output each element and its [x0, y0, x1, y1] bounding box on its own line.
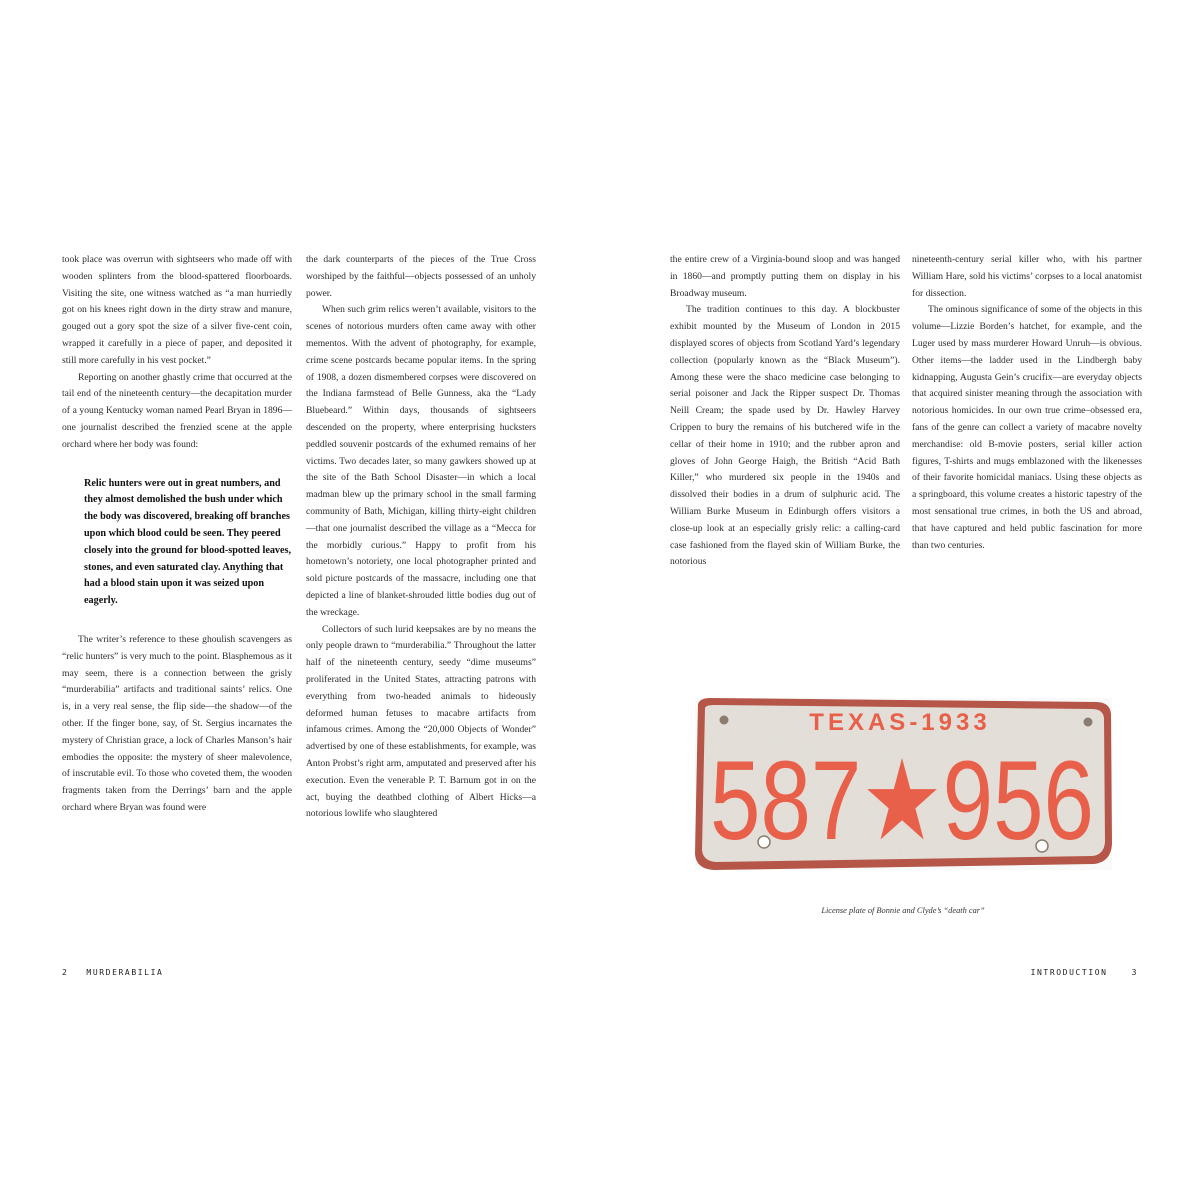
paragraph: the entire crew of a Virginia-bound sloop and was hanged in 1860—and promptly putting them on display in his Broadway museum.	[670, 254, 900, 299]
bolt-hole	[720, 716, 729, 725]
image-caption: License plate of Bonnie and Clyde’s “death car”	[821, 906, 985, 915]
paragraph: The tradition continues to this day. A blockbuster exhibit mounted by the Museum of London in 2015 displayed scores of objects from Scotland Yard’s legendary collection (popularly known as the “Black Museum”). Among these were the shaco medicine case belonging to serial poisoner and Jack the Ripper suspect Dr. Thomas Neill Cream; the spade used by Dr. Hawley Harvey Crippen to bury the remains of his butchered wife in the cellar of their home in 1910; and the rubber apron and gloves of John George Haigh, the British “Acid Bath Killer,” who murdered six people in the 1940s and dissolved their bodies in a drum of sulphuric acid. The William Burke Museum in Edinburgh offers visitors a close-up look at an especially grisly relic: a calling-card case fashioned from the flayed skin of William Burke, the notorious	[670, 304, 900, 568]
running-head: MURDERABILIA	[86, 968, 164, 977]
left-page-column-2	[306, 252, 536, 823]
page-number: 3	[1131, 968, 1138, 977]
paragraph: Reporting on another ghastly crime that occurred at the tail end of the nineteenth century—the decapitation murder of a young Kentucky woman named Pearl Bryan in 1896—one journalist described the frenzied scene at the apple orchard where her body was found:	[62, 371, 292, 450]
right-page-footer	[1031, 968, 1138, 977]
paragraph: The ominous significance of some of the objects in this volume—Lizzie Borden’s hatchet, for example, and the Luger used by mass murderer Howard Unruh—is obvious. Other items—the ladder used in the Lindbergh baby kidnapping, Augusta Gein’s crucifix—are everyday objects that acquired sinister meaning through the association with notorious homicides. In our own true crime–obsessed era, fans of the genre can collect a variety of macabre novelty merchandise: old B-movie posters, serial killer action figures, T-shirts and mugs emblazoned with the likenesses of their favorite homicidal maniacs. Using these objects as a springboard, this volume creates a historic tapestry of the most sensational true crimes, in both the US and abroad, that have captured and held public fascination for more than two centuries.	[912, 304, 1142, 551]
plate-state-year: TEXAS-1933	[809, 709, 991, 736]
bolt-hole	[1084, 718, 1093, 727]
right-page-column-1	[670, 252, 900, 571]
paragraph: When such grim relics weren’t available, visitors to the scenes of notorious murders often came away with other mementos. With the advent of photography, for example, crime scene postcards became popular items. In the spring of 1908, a dozen dismembered corpses were discovered on the Indiana farmstead of Belle Gunness, aka the “Lady Bluebeard.” Within days, thousands of sightseers descended on the property, where enterprising hucksters peddled souvenir postcards of the exhumed remains of her victims. Two decades later, so many gawkers showed up at the site of the Bath School Disaster—in which a local madman blew up the primary school in the small farming community of Bath, Michigan, killing thirty-eight children—that one journalist described the village as a “Mecca for the morbidly curious.” Happy to profit from his hometown’s notoriety, one local photographer printed and sold picture postcards of the massacre, including one that depicted a line of blanket-shrouded little bodies dug out of the wreckage.	[306, 304, 536, 618]
plate-number: 587★956	[710, 738, 1094, 863]
paragraph: the dark counterparts of the pieces of the True Cross worshiped by the faithful—objects possessed of an unholy power.	[306, 254, 536, 299]
paragraph: nineteenth-century serial killer who, with his partner William Hare, sold his victims’ corpses to a local anatomist for dissection.	[912, 254, 1142, 299]
left-page-column-1	[62, 252, 292, 817]
license-plate-image	[690, 694, 1116, 870]
paragraph: The writer’s reference to these ghoulish scavengers as “relic hunters” is very much to the point. Blasphemous as it may seem, there is a connection between the grisly “murderabilia” artifacts and traditional saints’ relics. One is, in a very real sense, the flip side—the shadow—of the other. If the finger bone, say, of St. Sergius incarnates the mystery of Christian grace, a lock of Charles Manson’s hair embodies the opposite: the mystery of sheer malevolence, of inscrutable evil. To those who coveted them, the wooden fragments taken from the Derrings’ barn and the apple orchard where Bryan was found were	[62, 633, 292, 813]
block-quote: Relic hunters were out in great numbers, and they almost demolished the bush under which the body was discovered, breaking off branches upon which blood could be seen. They peered closely into the ground for blood-spotted leaves, stones, and even saturated clay. Anything that had a blood stain upon it was seized upon eagerly.	[84, 477, 292, 607]
paragraph: Collectors of such lurid keepsakes are by no means the only people drawn to “murderabilia.” Throughout the latter half of the nineteenth century, seedy “dime museums” proliferated in the United States, attracting patrons with everything from two-headed animals to hideously deformed human fetuses to macabre artifacts from infamous crimes. Among the “20,000 Objects of Wonder” advertised by one of these establishments, for example, was Anton Probst’s right arm, amputated and preserved after his execution. Even the venerable P. T. Barnum got in on the act, buying the deathbed clothing of Albert Hicks—a notorious lowlife who slaughtered	[306, 623, 536, 820]
running-head: INTRODUCTION	[1030, 968, 1108, 977]
paragraph: took place was overrun with sightseers who made off with wooden splinters from the blood-spattered floorboards. Visiting the site, one witness watched as “a man hurriedly got on his knees right down in the dirty straw and manure, gouged out a gory spot the size of a silver five-cent coin, wrapped it carefully in a piece of paper, and deposited it still more carefully in his vest pocket.”	[62, 254, 292, 366]
left-page-footer	[62, 968, 163, 977]
right-page-column-2	[912, 252, 1142, 554]
page-number: 2	[62, 968, 69, 977]
license-plate-illustration	[690, 694, 1116, 870]
